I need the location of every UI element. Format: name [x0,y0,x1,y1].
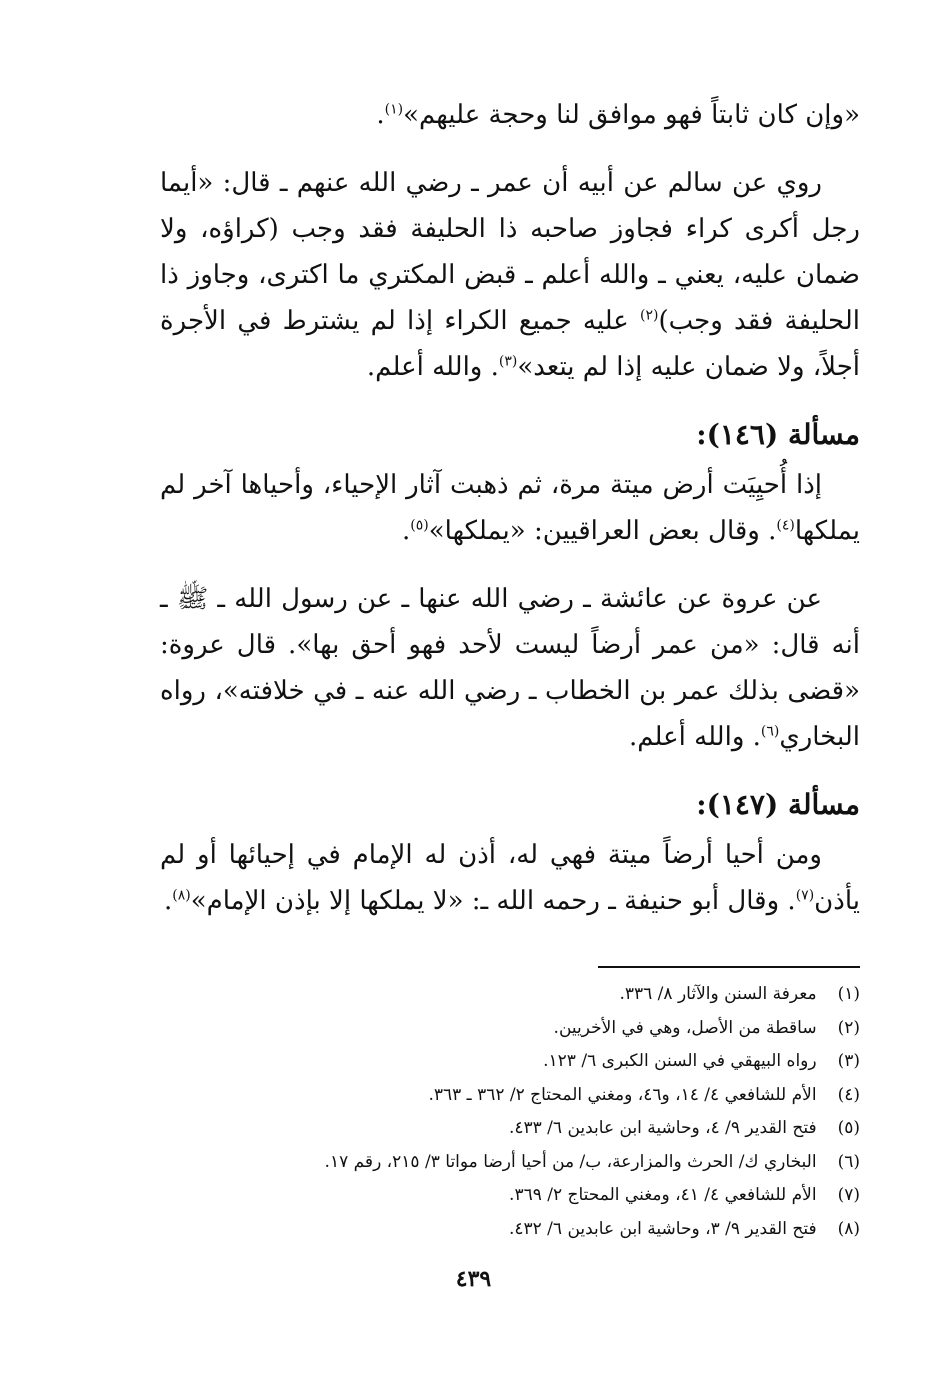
footnote-marker-8[interactable]: (٨) [172,887,191,904]
footnote-item [160,1079,860,1113]
paragraph-5 [160,832,860,924]
footnote-text: فتح القدير ٩/ ٣، وحاشية ابن عابدين ٦/ ٤٣٢. [508,1218,817,1239]
footnote-marker-2[interactable]: (٢) [640,307,659,324]
paragraph-3-text-a: إذا أُحيِيَت أرض ميتة مرة، ثم ذهبت آثار الإحياء، وأحياها آخر لم يملكها [160,470,860,546]
paragraph-5-text-a: ومن أحيا أرضاً ميتة فهي له، أذن له الإمام في إحيائها أو لم يأذن [160,840,860,916]
heading-issue-146: مسألة (١٤٦): [696,418,860,451]
footnote-marker-1[interactable]: (١) [384,101,404,118]
footnote-marker-5[interactable]: (٥) [410,517,429,534]
paragraph-3 [160,462,860,554]
footnote-number: (٤) [837,1084,860,1105]
paragraph-2-text-b: عليه جميع الكراء إذا لم يشترط في الأجرة أجلاً، ولا ضمان عليه إذا لم يتعد» [160,306,860,382]
footnote-text: الأم للشافعي ٤/ ٤١، ومغني المحتاج ٢/ ٣٦٩. [509,1185,817,1205]
footnote-text: ساقطة من الأصل، وهي في الأخريين. [553,1017,817,1038]
footnote-marker-4[interactable]: (٤) [776,517,795,534]
footnote-separator [598,966,860,968]
paragraph-3-text-c: . [402,516,411,546]
footnote-number: (٥) [837,1118,860,1138]
paragraph-2 [160,160,860,390]
paragraph-1-text-b: . [376,100,385,130]
footnote-text: البخاري ك/ الحرث والمزارعة، ب/ من أحيا أرضا مواتا ٣/ ٢١٥، رقم ١٧. [324,1151,817,1172]
heading-issue-147: مسألة (١٤٧): [696,788,860,821]
footnote-number: (٧) [837,1185,860,1205]
footnote-item [160,978,860,1012]
footnote-marker-3[interactable]: (٣) [498,353,518,370]
footnote-marker-6[interactable]: (٦) [760,723,780,740]
footnotes-section [160,966,860,1246]
paragraph-3-text-b: . وقال بعض العراقيين: «يملكها» [428,516,777,546]
footnote-number: (٣) [837,1051,860,1071]
footnote-text: الأم للشافعي ٤/ ١٤، و٤٦، ومغني المحتاج ٢/ ٣٦٢ ـ ٣٦٣. [428,1084,817,1105]
paragraph-2-text-a: روي عن سالم عن أبيه أن عمر ـ رضي الله عنهم ـ قال: «أيما رجل أكرى كراء فجاوز صاحبه ذا الحليفة فقد وجب (كراؤه، ولا ضمان عليه، يعني ـ والله أعلم ـ قبض المكتري ما اكترى، وجاوز ذا الحليفة فقد وجب) [160,168,860,336]
footnote-item [160,1179,860,1213]
footnote-text: رواه البيهقي في السنن الكبرى ٦/ ١٢٣. [543,1051,817,1071]
footnote-number: (٨) [837,1218,860,1239]
footnote-item [160,1045,860,1079]
footnote-number: (١) [837,984,860,1004]
footnote-item [160,1112,860,1146]
footnote-item [160,1146,860,1180]
paragraph-4-text-b: . والله أعلم. [628,722,761,752]
footnote-item [160,1012,860,1046]
footnote-text: فتح القدير ٩/ ٤، وحاشية ابن عابدين ٦/ ٤٣٣. [508,1118,817,1138]
paragraph-2-text-c: . والله أعلم. [366,352,499,382]
paragraph-1-text-a: «وإن كان ثابتاً فهو موافق لنا وحجة عليهم» [403,100,860,130]
page-body [160,92,860,946]
paragraph-4 [160,576,860,760]
paragraph-1 [160,92,860,138]
paragraph-5-text-b: . وقال أبو حنيفة ـ رحمه الله ـ: «لا يملكها إلا بإذن الإمام» [190,886,796,916]
footnote-item [160,1213,860,1247]
footnote-marker-7[interactable]: (٧) [795,887,815,904]
footnote-text: معرفة السنن والآثار ٨/ ٣٣٦. [619,984,817,1004]
page-number: ٤٣٩ [455,1266,492,1292]
paragraph-4-text-a: عن عروة عن عائشة ـ رضي الله عنها ـ عن رسول الله ـ ﷺ ـ أنه قال: «من عمر أرضاً ليست لأحد فهو أحق بها». قال عروة: «قضى بذلك عمر بن الخطاب ـ رضي الله عنه ـ في خلافته»، رواه البخاري [160,584,860,752]
footnote-number: (٦) [837,1151,860,1172]
footnote-number: (٢) [837,1017,860,1038]
paragraph-5-text-c: . [164,886,173,916]
